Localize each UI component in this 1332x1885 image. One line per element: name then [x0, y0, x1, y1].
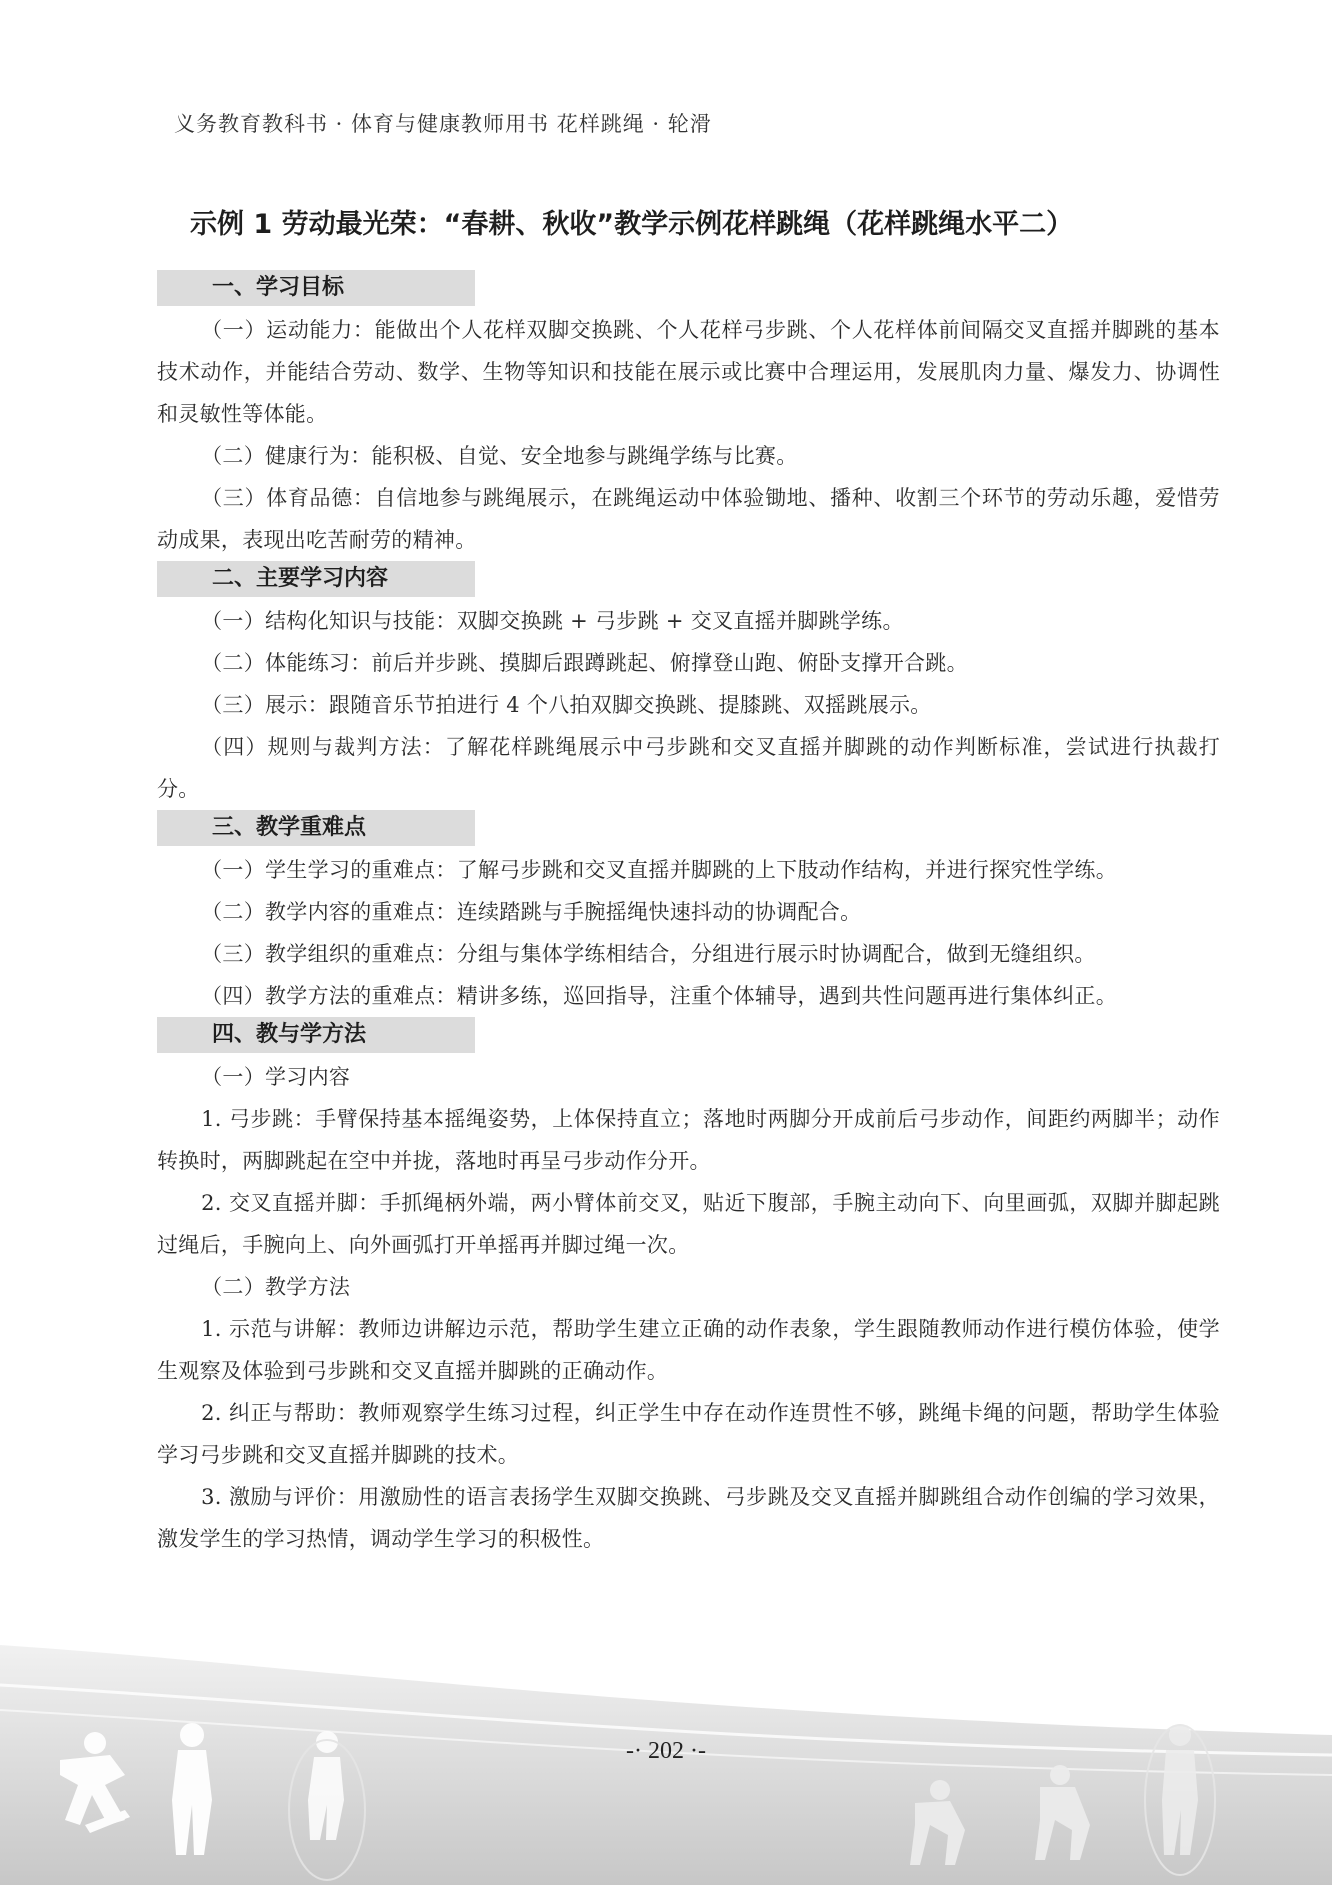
paragraph: 1. 示范与讲解：教师边讲解边示范，帮助学生建立正确的动作表象，学生跟随教师动作进行模仿体验，使学生观察及体验到弓步跳和交叉直摇并脚跳的正确动作。: [157, 1317, 1220, 1383]
paragraph: 3. 激励与评价：用激励性的语言表扬学生双脚交换跳、弓步跳及交叉直摇并脚跳组合动作创编的学习效果，激发学生的学习热情，调动学生学习的积极性。: [157, 1485, 1220, 1551]
page-number: -· 202 ·-: [626, 1738, 706, 1764]
section-heading: 一、学习目标: [157, 270, 475, 306]
paragraph: （一）运动能力：能做出个人花样双脚交换跳、个人花样弓步跳、个人花样体前间隔交叉直摇并脚跳的基本技术动作，并能结合劳动、数学、生物等知识和技能在展示或比赛中合理运用，发展肌肉力量、爆发力、协调性和灵敏性等体能。: [157, 318, 1220, 426]
section-key-difficulties: [157, 810, 1220, 1017]
paragraph: （二）体能练习：前后并步跳、摸脚后跟蹲跳起、俯撑登山跑、俯卧支撑开合跳。: [201, 651, 968, 675]
paragraph: （三）体育品德：自信地参与跳绳展示，在跳绳运动中体验锄地、播种、收割三个环节的劳动乐趣，爱惜劳动成果，表现出吃苦耐劳的精神。: [157, 486, 1220, 552]
section-heading: 四、教与学方法: [157, 1017, 475, 1053]
paragraph: （二）教学方法: [201, 1275, 351, 1299]
running-head: 义务教育教科书 · 体育与健康教师用书 花样跳绳 · 轮滑: [174, 112, 712, 136]
page-content: [157, 270, 1220, 1560]
section-methods: [157, 1017, 1220, 1560]
section-heading: 三、教学重难点: [157, 810, 475, 846]
paragraph: （二）教学内容的重难点：连续踏跳与手腕摇绳快速抖动的协调配合。: [201, 900, 862, 924]
paragraph: （二）健康行为：能积极、自觉、安全地参与跳绳学练与比赛。: [201, 444, 798, 468]
paragraph: 2. 交叉直摇并脚：手抓绳柄外端，两小臂体前交叉，贴近下腹部，手腕主动向下、向里画弧，双脚并脚起跳过绳后，手腕向上、向外画弧打开单摇再并脚过绳一次。: [157, 1191, 1220, 1257]
paragraph: （三）教学组织的重难点：分组与集体学练相结合，分组进行展示时协调配合，做到无缝组织。: [201, 942, 1096, 966]
paragraph: 2. 纠正与帮助：教师观察学生练习过程，纠正学生中存在动作连贯性不够，跳绳卡绳的问题，帮助学生体验学习弓步跳和交叉直摇并脚跳的技术。: [157, 1401, 1220, 1467]
section-heading: 二、主要学习内容: [157, 561, 475, 597]
paragraph: 1. 弓步跳：手臂保持基本摇绳姿势，上体保持直立；落地时两脚分开成前后弓步动作，间距约两脚半；动作转换时，两脚跳起在空中并拢，落地时再呈弓步动作分开。: [157, 1107, 1220, 1173]
paragraph: （四）教学方法的重难点：精讲多练，巡回指导，注重个体辅导，遇到共性问题再进行集体纠正。: [201, 984, 1117, 1008]
paragraph: （三）展示：跟随音乐节拍进行 4 个八拍双脚交换跳、提膝跳、双摇跳展示。: [201, 693, 932, 717]
section-learning-goals: [157, 270, 1220, 561]
example-title: 示例 1 劳动最光荣：“春耕、秋收”教学示例花样跳绳（花样跳绳水平二）: [190, 209, 1074, 240]
paragraph: （一）学生学习的重难点：了解弓步跳和交叉直摇并脚跳的上下肢动作结构，并进行探究性学练。: [201, 858, 1117, 882]
paragraph: （一）结构化知识与技能：双脚交换跳 + 弓步跳 + 交叉直摇并脚跳学练。: [201, 609, 904, 633]
paragraph: （一）学习内容: [201, 1065, 351, 1089]
paragraph: （四）规则与裁判方法：了解花样跳绳展示中弓步跳和交叉直摇并脚跳的动作判断标准，尝试进行执裁打分。: [157, 735, 1220, 801]
section-main-content: [157, 561, 1220, 810]
